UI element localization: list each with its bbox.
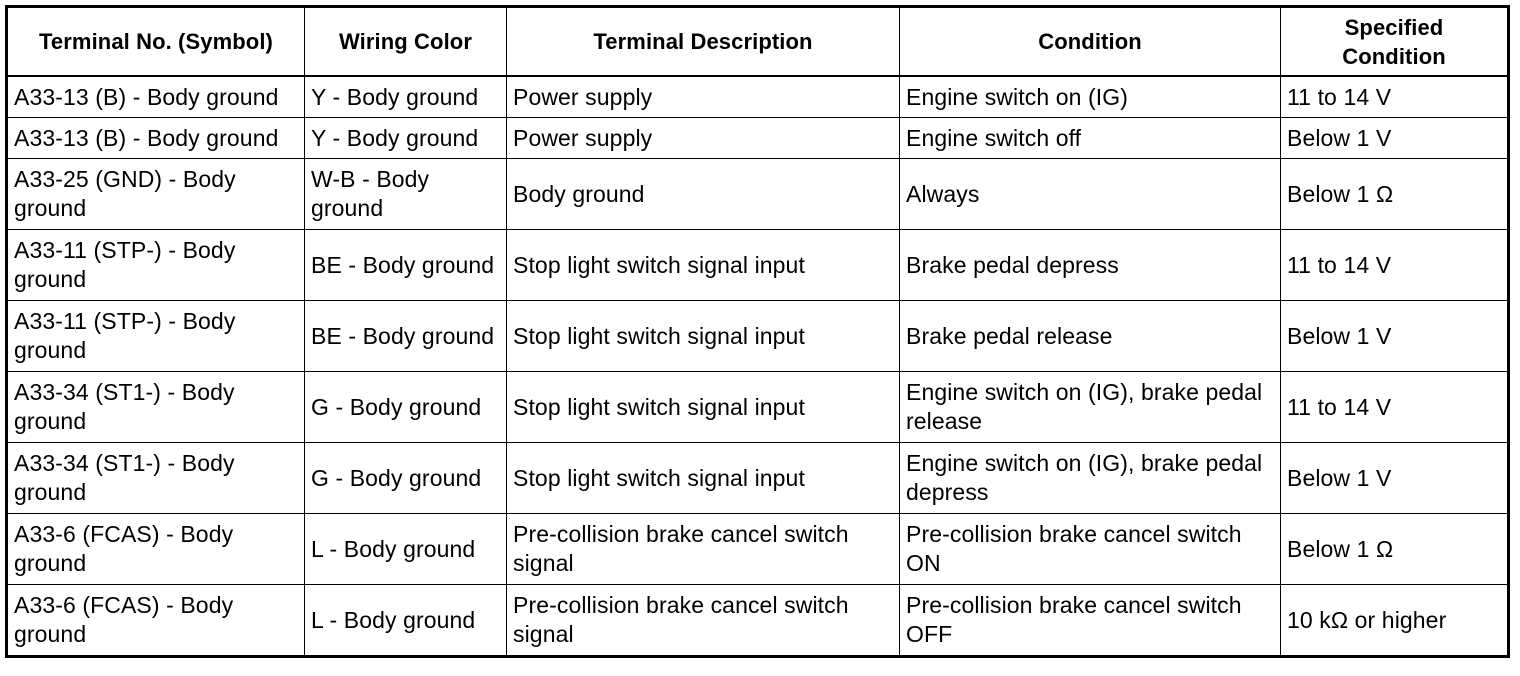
- cell-condition: Always: [900, 159, 1281, 230]
- cell-terminal: A33-25 (GND) - Body ground: [7, 159, 305, 230]
- header-wiring-color: Wiring Color: [305, 7, 507, 77]
- cell-description: Stop light switch signal input: [507, 372, 900, 443]
- cell-description: Stop light switch signal input: [507, 301, 900, 372]
- table-row: [7, 443, 1509, 514]
- header-specified-condition: Specified Condition: [1281, 7, 1509, 77]
- cell-wiring-color: L - Body ground: [305, 514, 507, 585]
- table-row: [7, 118, 1509, 159]
- cell-terminal: A33-6 (FCAS) - Body ground: [7, 514, 305, 585]
- cell-wiring-color: BE - Body ground: [305, 230, 507, 301]
- cell-description: Power supply: [507, 118, 900, 159]
- cell-terminal: A33-11 (STP-) - Body ground: [7, 301, 305, 372]
- cell-terminal: A33-13 (B) - Body ground: [7, 118, 305, 159]
- terminal-specification-table: [5, 5, 1510, 658]
- cell-wiring-color: L - Body ground: [305, 585, 507, 657]
- cell-terminal: A33-34 (ST1-) - Body ground: [7, 372, 305, 443]
- cell-description: Stop light switch signal input: [507, 443, 900, 514]
- cell-condition: Engine switch off: [900, 118, 1281, 159]
- cell-wiring-color: Y - Body ground: [305, 76, 507, 118]
- cell-specified: 11 to 14 V: [1281, 372, 1509, 443]
- header-terminal-description: Terminal Description: [507, 7, 900, 77]
- cell-specified: Below 1 Ω: [1281, 514, 1509, 585]
- table-row: [7, 585, 1509, 657]
- cell-wiring-color: G - Body ground: [305, 372, 507, 443]
- cell-condition: Pre-collision brake cancel switch ON: [900, 514, 1281, 585]
- table-row: [7, 76, 1509, 118]
- table-row: [7, 301, 1509, 372]
- cell-wiring-color: Y - Body ground: [305, 118, 507, 159]
- cell-description: Body ground: [507, 159, 900, 230]
- cell-specified: Below 1 V: [1281, 118, 1509, 159]
- cell-wiring-color: W-B - Body ground: [305, 159, 507, 230]
- cell-description: Pre-collision brake cancel switch signal: [507, 585, 900, 657]
- table-row: [7, 372, 1509, 443]
- cell-wiring-color: BE - Body ground: [305, 301, 507, 372]
- cell-condition: Brake pedal release: [900, 301, 1281, 372]
- cell-condition: Engine switch on (IG): [900, 76, 1281, 118]
- cell-terminal: A33-6 (FCAS) - Body ground: [7, 585, 305, 657]
- cell-condition: Brake pedal depress: [900, 230, 1281, 301]
- cell-wiring-color: G - Body ground: [305, 443, 507, 514]
- cell-terminal: A33-11 (STP-) - Body ground: [7, 230, 305, 301]
- cell-specified: 11 to 14 V: [1281, 76, 1509, 118]
- cell-specified: Below 1 Ω: [1281, 159, 1509, 230]
- cell-terminal: A33-13 (B) - Body ground: [7, 76, 305, 118]
- terminal-table-container: [5, 5, 1507, 669]
- cell-condition: Engine switch on (IG), brake pedal depress: [900, 443, 1281, 514]
- header-condition: Condition: [900, 7, 1281, 77]
- cell-description: Power supply: [507, 76, 900, 118]
- cell-condition: Engine switch on (IG), brake pedal release: [900, 372, 1281, 443]
- cell-specified: 10 kΩ or higher: [1281, 585, 1509, 657]
- cell-terminal: A33-34 (ST1-) - Body ground: [7, 443, 305, 514]
- cell-description: Stop light switch signal input: [507, 230, 900, 301]
- table-row: [7, 159, 1509, 230]
- cell-specified: 11 to 14 V: [1281, 230, 1509, 301]
- table-header-row: [7, 7, 1509, 77]
- cell-condition: Pre-collision brake cancel switch OFF: [900, 585, 1281, 657]
- cell-specified: Below 1 V: [1281, 443, 1509, 514]
- table-row: [7, 230, 1509, 301]
- cell-specified: Below 1 V: [1281, 301, 1509, 372]
- cell-description: Pre-collision brake cancel switch signal: [507, 514, 900, 585]
- table-row: [7, 514, 1509, 585]
- header-terminal-no: Terminal No. (Symbol): [7, 7, 305, 77]
